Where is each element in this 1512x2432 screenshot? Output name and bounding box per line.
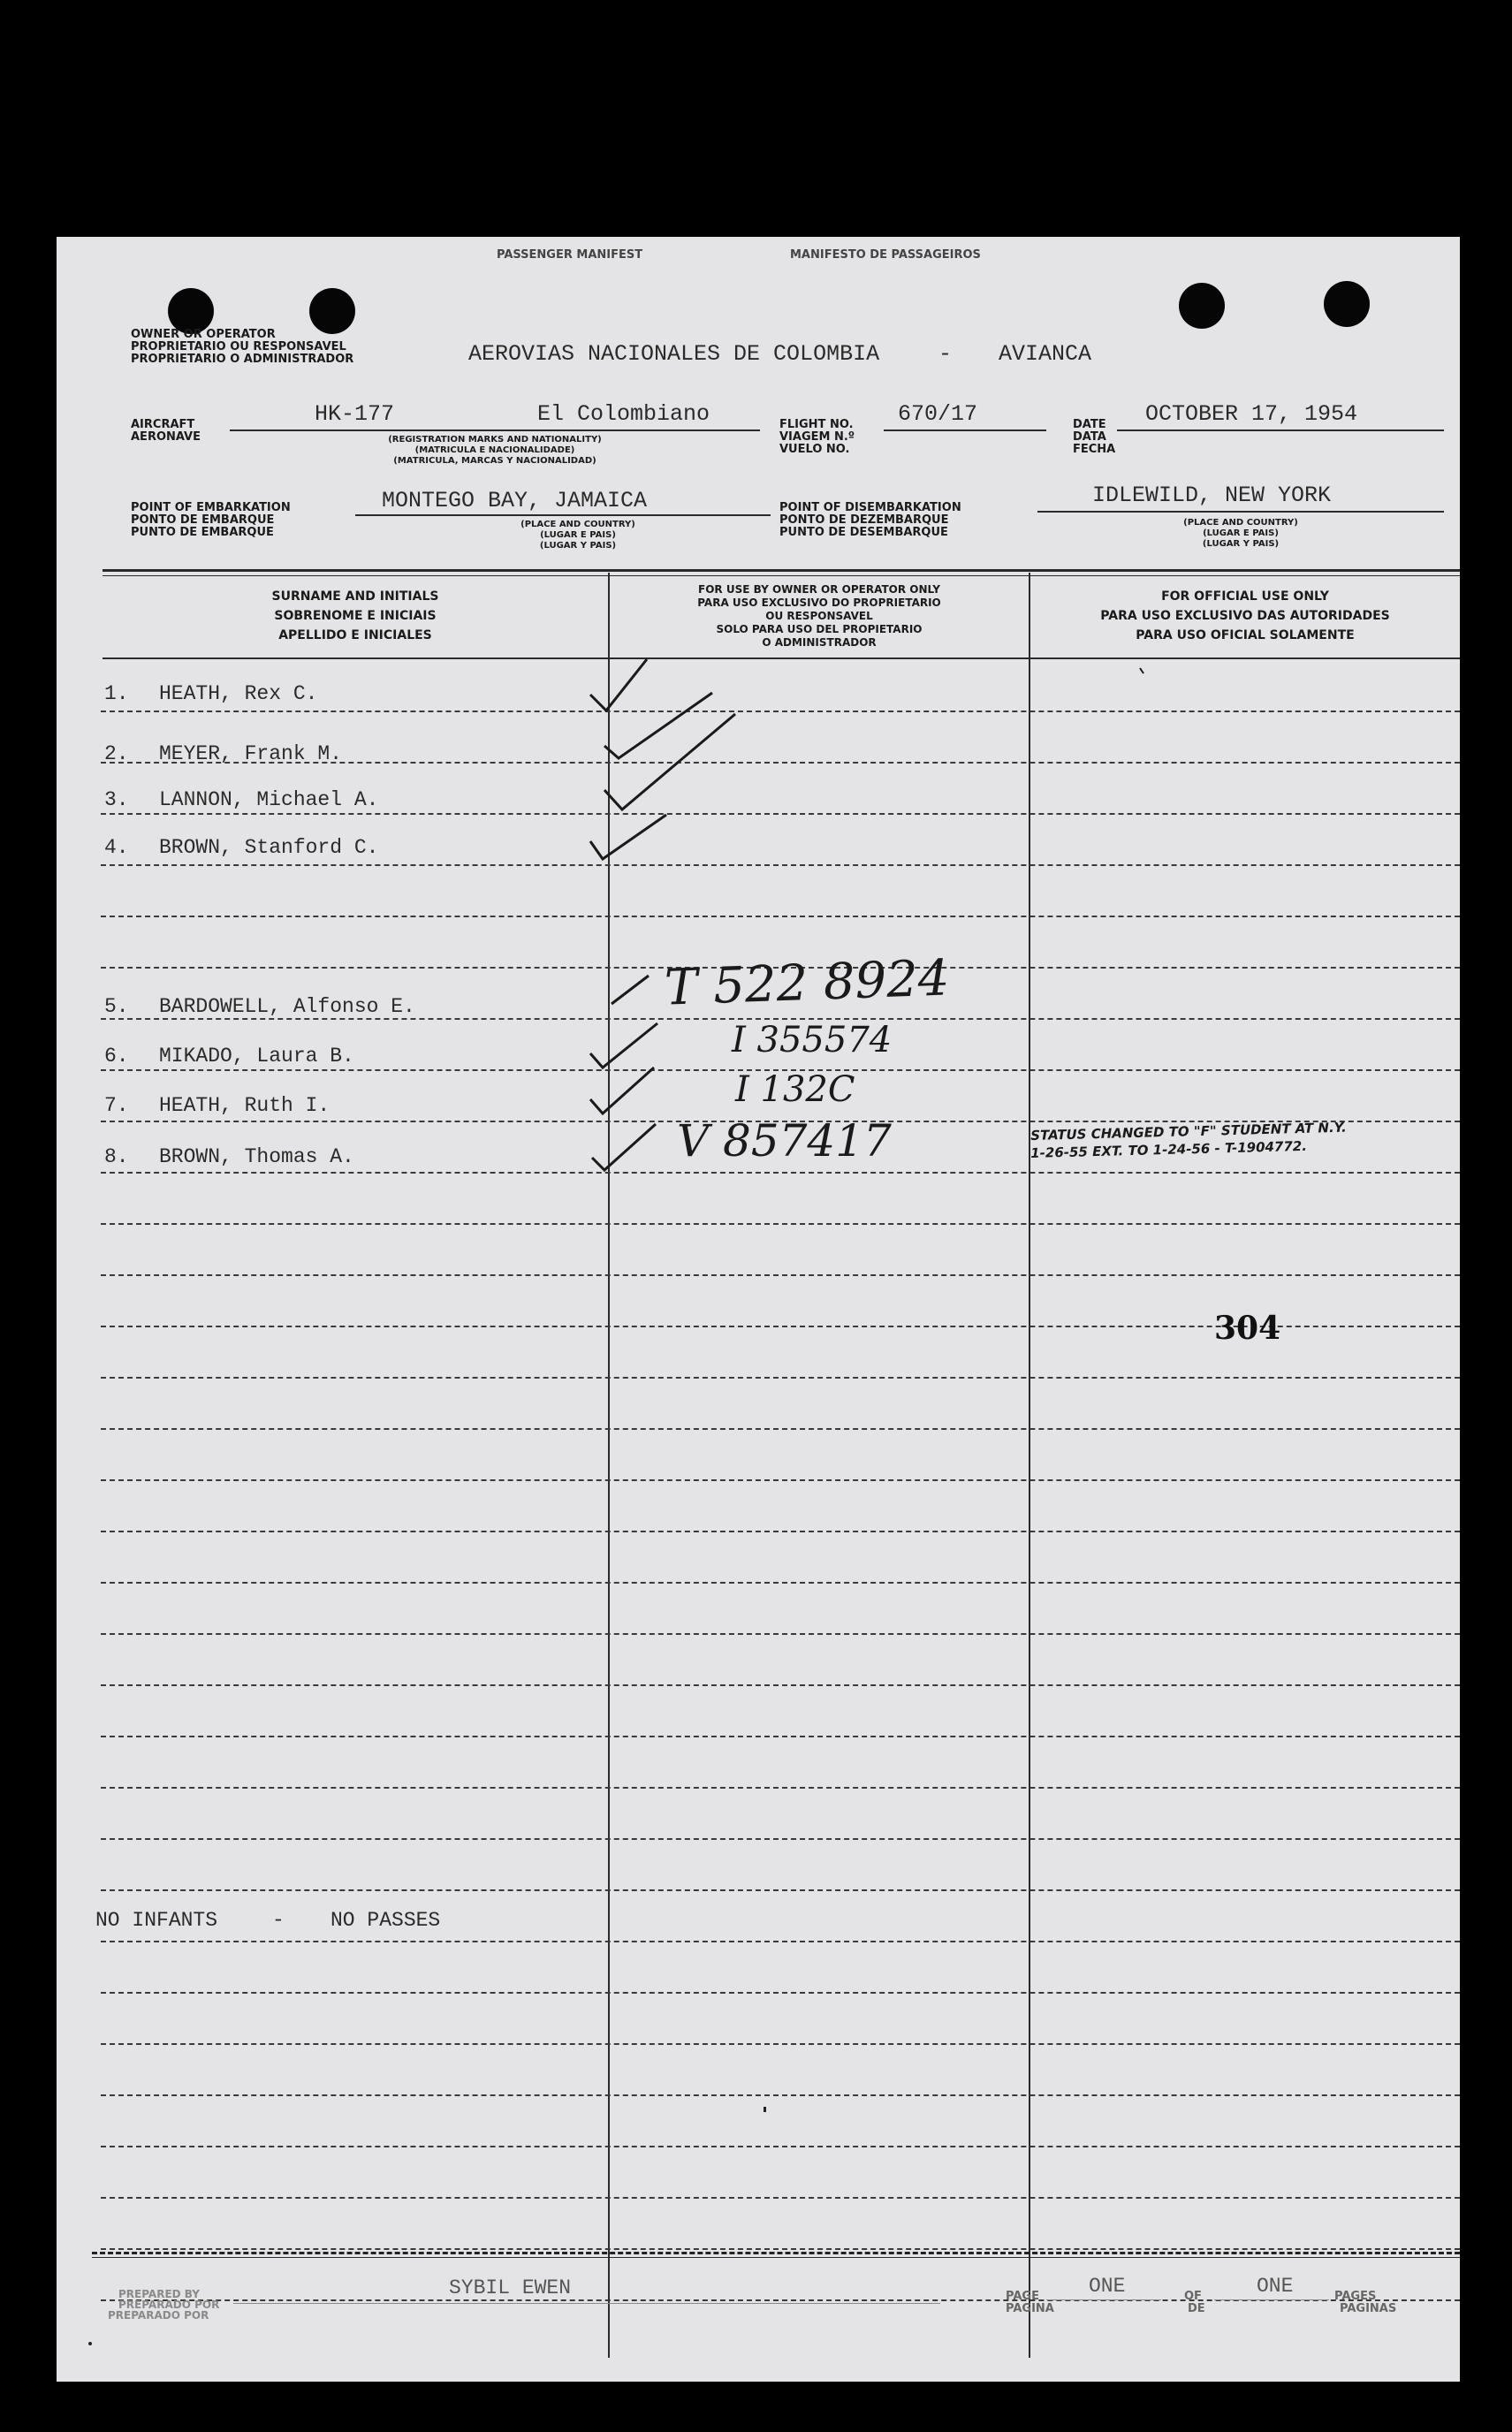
embark-value: MONTEGO BAY, JAMAICA bbox=[382, 488, 648, 513]
column-header-rule bbox=[103, 657, 1460, 659]
embark-label-en: POINT OF EMBARKATION bbox=[131, 501, 291, 514]
top-title-right: MANIFESTO DE PASSAGEIROS bbox=[790, 248, 981, 262]
punch-hole bbox=[1179, 283, 1225, 329]
owner-label-pt: PROPRIETARIO OU RESPONSAVEL bbox=[131, 340, 346, 353]
aircraft-registration: HK-177 bbox=[315, 401, 395, 427]
flight-label-en: FLIGHT NO. bbox=[779, 418, 854, 431]
passenger-number: 1. bbox=[104, 682, 129, 705]
table-bottom-rule bbox=[92, 2252, 1460, 2254]
row-line bbox=[101, 1684, 1460, 1686]
check-mark bbox=[592, 1124, 656, 1170]
page-number: ONE bbox=[1089, 2275, 1126, 2298]
column-header-owner-use-2: PARA USO EXCLUSIVO DO PROPRIETARIO bbox=[697, 597, 941, 609]
row-line bbox=[101, 1531, 1460, 1532]
row-line bbox=[101, 1274, 1460, 1276]
row-line bbox=[101, 2094, 1460, 2096]
check-mark bbox=[590, 815, 666, 859]
column-header-surname-pt: SOBRENOME E INICIAIS bbox=[274, 609, 437, 623]
row-line bbox=[101, 2146, 1460, 2147]
aircraft-name: El Colombiano bbox=[537, 401, 710, 427]
passenger-name: BARDOWELL, Alfonso E. bbox=[159, 995, 415, 1018]
aircraft-label-pt: AERONAVE bbox=[131, 430, 201, 444]
aircraft-sublabel-pt: (MATRICULA E NACIONALIDADE) bbox=[414, 445, 575, 455]
passenger-name: BROWN, Stanford C. bbox=[159, 836, 379, 859]
check-mark bbox=[590, 659, 647, 711]
no-infants-note: NO INFANTS bbox=[95, 1909, 218, 1932]
column-header-surname-en: SURNAME AND INITIALS bbox=[271, 589, 439, 604]
row-line bbox=[101, 2043, 1460, 2045]
disembark-label-en: POINT OF DISEMBARKATION bbox=[779, 501, 961, 514]
passenger-name: BROWN, Thomas A. bbox=[159, 1145, 354, 1168]
aircraft-label-en: AIRCRAFT bbox=[131, 418, 195, 431]
disembark-sublabel-pt: (LUGAR E PAIS) bbox=[1203, 528, 1279, 538]
check-mark bbox=[604, 693, 712, 758]
pages-label-en: PAGES bbox=[1334, 2290, 1377, 2303]
row-line bbox=[101, 1428, 1460, 1430]
row-line bbox=[101, 2248, 1460, 2250]
column-divider-1 bbox=[608, 573, 610, 2358]
handwritten-p6: I 355574 bbox=[732, 1020, 893, 1060]
of-label-pt: DE bbox=[1188, 2302, 1205, 2315]
row-line bbox=[101, 1838, 1460, 1840]
row-line bbox=[101, 1582, 1460, 1584]
date-label-en: DATE bbox=[1073, 418, 1106, 431]
prepared-label-3: PREPARADO POR bbox=[108, 2309, 209, 2322]
table-top-rule-2 bbox=[103, 575, 1460, 576]
column-header-owner-use-5: O ADMINISTRADOR bbox=[762, 636, 877, 649]
page-label-en: PAGE bbox=[1006, 2290, 1039, 2303]
aircraft-sublabel-es: (MATRICULA, MARCAS Y NACIONALIDAD) bbox=[393, 456, 596, 466]
flight-label-es: VUELO NO. bbox=[779, 443, 850, 456]
embark-underline bbox=[355, 514, 771, 516]
passenger-number: 6. bbox=[104, 1045, 129, 1068]
column-header-official-use-es: PARA USO OFICIAL SOLAMENTE bbox=[1136, 628, 1355, 642]
passenger-number: 2. bbox=[104, 742, 129, 765]
flight-date: OCTOBER 17, 1954 bbox=[1145, 401, 1358, 427]
passenger-number: 5. bbox=[104, 995, 129, 1018]
table-bottom-rule-2 bbox=[92, 2257, 1460, 2258]
disembark-sublabel-en: (PLACE AND COUNTRY) bbox=[1183, 518, 1298, 528]
embark-sublabel-pt: (LUGAR E PAIS) bbox=[540, 530, 616, 540]
date-label-pt: DATA bbox=[1073, 430, 1106, 444]
column-header-official-use bbox=[1030, 587, 1460, 645]
check-mark bbox=[590, 1023, 657, 1068]
column-header-surname-es: APELLIDO E INICIALES bbox=[278, 628, 432, 642]
pages-total: ONE bbox=[1257, 2275, 1294, 2298]
passenger-name: LANNON, Michael A. bbox=[159, 788, 379, 811]
handwritten-p8: V 857417 bbox=[677, 1115, 892, 1167]
status-note-line-2: 1-26-55 EXT. TO 1-24-56 - T-1904772. bbox=[1030, 1137, 1308, 1161]
column-header-official-use-pt: PARA USO EXCLUSIVO DAS AUTORIDADES bbox=[1100, 609, 1390, 623]
column-divider-2 bbox=[1029, 573, 1030, 2358]
official-tick bbox=[1140, 668, 1143, 673]
column-header-surname bbox=[103, 587, 608, 645]
disembark-underline bbox=[1037, 511, 1444, 513]
prepared-by-value: SYBIL EWEN bbox=[449, 2276, 572, 2299]
passenger-number: 4. bbox=[104, 836, 129, 859]
top-title-left: PASSENGER MANIFEST bbox=[497, 248, 643, 262]
row-line bbox=[101, 1787, 1460, 1789]
date-label-es: FECHA bbox=[1073, 443, 1116, 456]
column-header-official-use-en: FOR OFFICIAL USE ONLY bbox=[1161, 589, 1329, 604]
embark-sublabel-es: (LUGAR Y PAIS) bbox=[539, 541, 617, 551]
check-mark bbox=[612, 976, 649, 1004]
passenger-name: MIKADO, Laura B. bbox=[159, 1045, 354, 1068]
row-line bbox=[101, 711, 1460, 712]
passenger-name: HEATH, Ruth I. bbox=[159, 1094, 331, 1117]
row-line bbox=[101, 1889, 1460, 1891]
row-line bbox=[101, 1479, 1460, 1481]
disembark-label-pt: PONTO DE DEZEMBARQUE bbox=[779, 513, 949, 527]
row-line bbox=[101, 864, 1460, 866]
row-line bbox=[101, 916, 1460, 917]
row-line bbox=[101, 1172, 1460, 1174]
of-label-en: OF bbox=[1184, 2290, 1202, 2303]
embark-sublabel-en: (PLACE AND COUNTRY) bbox=[520, 520, 635, 529]
punch-hole bbox=[1324, 281, 1370, 327]
row-line bbox=[101, 2197, 1460, 2199]
page-underline bbox=[1046, 2299, 1161, 2300]
embark-label-pt: PONTO DE EMBARQUE bbox=[131, 513, 275, 527]
prepared-label-1: PREPARED BY bbox=[118, 2288, 200, 2300]
date-underline bbox=[1117, 429, 1444, 431]
pages-label-pt: PAGINAS bbox=[1340, 2302, 1397, 2315]
row-line bbox=[101, 1941, 1460, 1942]
flight-number: 670/17 bbox=[898, 401, 978, 427]
aircraft-underline bbox=[230, 429, 760, 431]
handwritten-p5: T 522 8924 bbox=[663, 949, 951, 1017]
row-line bbox=[101, 1633, 1460, 1635]
punch-hole bbox=[309, 288, 355, 334]
column-header-owner-use-3: OU RESPONSAVEL bbox=[765, 610, 873, 622]
row-line bbox=[101, 1736, 1460, 1737]
passenger-name: HEATH, Rex C. bbox=[159, 682, 318, 705]
table-top-rule bbox=[103, 569, 1460, 572]
column-header-owner-use-1: FOR USE BY OWNER OR OPERATOR ONLY bbox=[698, 583, 940, 596]
owner-label-es: PROPRIETARIO O ADMINISTRADOR bbox=[131, 353, 354, 366]
no-passes-note: NO PASSES bbox=[331, 1909, 441, 1932]
row-line bbox=[101, 813, 1460, 815]
row-line bbox=[101, 1992, 1460, 1994]
footer-note-sep: - bbox=[272, 1909, 285, 1932]
column-header-owner-use bbox=[610, 583, 1029, 650]
prepared-label-2: PREPARADO POR bbox=[118, 2299, 220, 2311]
passenger-number: 8. bbox=[104, 1145, 129, 1168]
of-underline bbox=[1214, 2299, 1329, 2300]
embark-label-es: PUNTO DE EMBARQUE bbox=[131, 526, 274, 539]
flight-underline bbox=[884, 429, 1046, 431]
disembark-value: IDLEWILD, NEW YORK bbox=[1092, 483, 1332, 508]
status-note-line-1: STATUS CHANGED TO "F" STUDENT AT N.Y. bbox=[1030, 1119, 1347, 1144]
row-line bbox=[101, 1377, 1460, 1379]
column-header-owner-use-4: SOLO PARA USO DEL PROPIETARIO bbox=[716, 623, 923, 635]
passenger-number: 3. bbox=[104, 788, 129, 811]
owner-label-en: OWNER OR OPERATOR bbox=[131, 328, 276, 341]
prepared-underline bbox=[233, 2303, 940, 2304]
owner-value-2: AVIANCA bbox=[999, 341, 1092, 367]
page-label-pt: PAGINA bbox=[1006, 2302, 1054, 2315]
owner-sep: - bbox=[938, 341, 953, 367]
row-line bbox=[101, 1223, 1460, 1225]
ink-dot bbox=[88, 2342, 92, 2345]
check-mark bbox=[590, 1068, 654, 1113]
disembark-label-es: PUNTO DE DESEMBARQUE bbox=[779, 526, 948, 539]
stamp-number: 304 bbox=[1214, 1310, 1281, 1347]
ink-dot bbox=[764, 2107, 766, 2112]
aircraft-sublabel-en: (REGISTRATION MARKS AND NATIONALITY) bbox=[388, 435, 602, 445]
disembark-sublabel-es: (LUGAR Y PAIS) bbox=[1202, 539, 1280, 549]
flight-label-pt: VIAGEM N.º bbox=[779, 430, 855, 444]
passenger-number: 7. bbox=[104, 1094, 129, 1117]
handwritten-p7: I 132C bbox=[735, 1069, 855, 1110]
manifest-page bbox=[57, 237, 1460, 2382]
owner-value: AEROVIAS NACIONALES DE COLOMBIA bbox=[468, 341, 880, 367]
passenger-name: MEYER, Frank M. bbox=[159, 742, 343, 765]
